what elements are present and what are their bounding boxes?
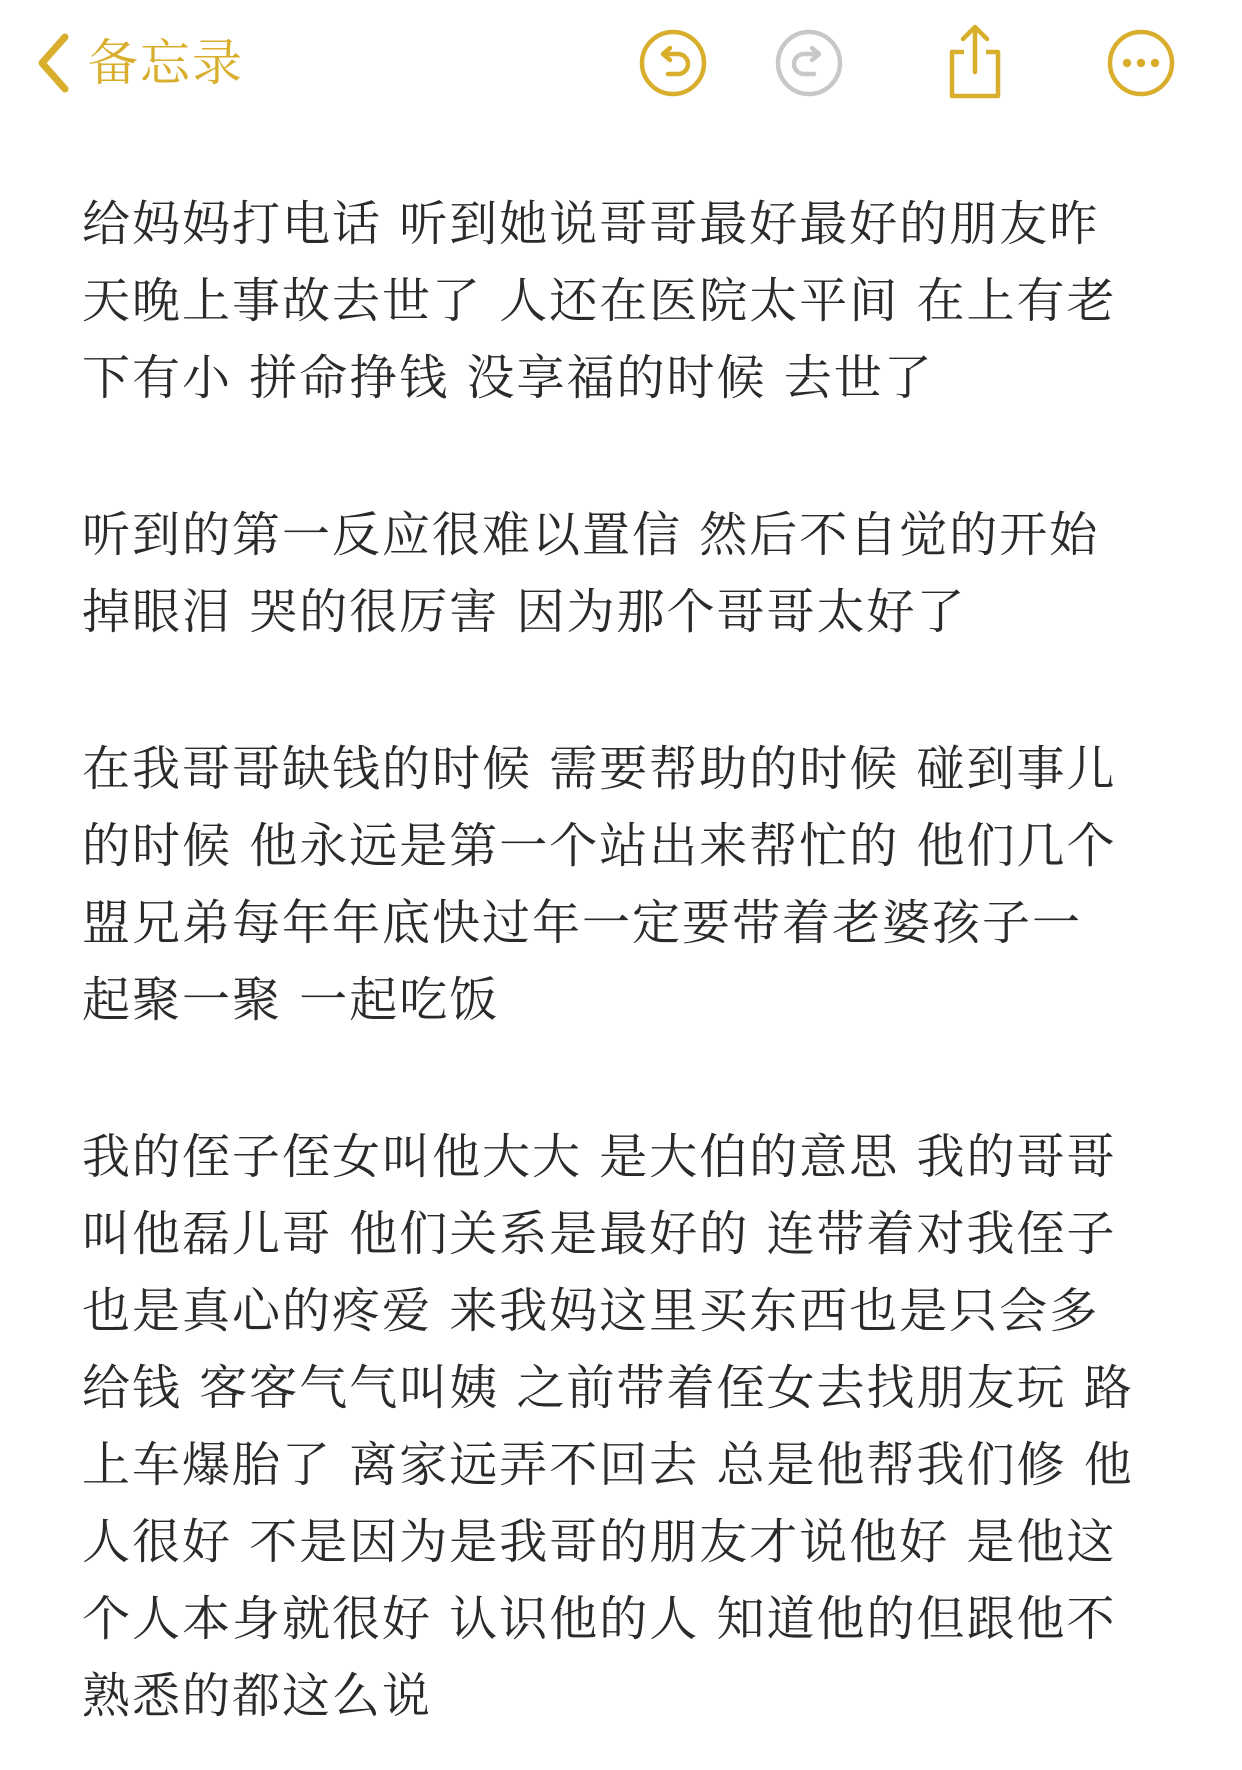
redo-icon	[774, 28, 844, 98]
note-paragraph: 给妈妈打电话 听到她说哥哥最好最好的朋友昨 天晚上事故去世了 人还在医院太平间 在上有老 下有小 拼命挣钱 没享福的时候 去世了	[82, 196, 1117, 406]
note-body[interactable]	[82, 186, 1172, 1735]
note-paragraph: 听到的第一反应很难以置信 然后不自觉的开始 掉眼泪 哭的很厉害 因为那个哥哥太好了	[82, 507, 1100, 640]
note-paragraph: 我的侄子侄女叫他大大 是大伯的意思 我的哥哥 叫他磊儿哥 他们关系是最好的 连带着对我侄子 也是真心的疼爱 来我妈这里买东西也是只会多 给钱 客客气气叫姨 之前带着侄女去找朋友玩 路 上车爆胎了 离家远弄不回去 总是他帮我们修 他 人很好 不是因为是我哥的朋友才说他好 是他这 个人本身就很好 认识他的人 知道他的但跟他不 熟悉的都这么说	[82, 1129, 1134, 1724]
more-button[interactable]	[1106, 28, 1176, 98]
note-paragraph: 在我哥哥缺钱的时候 需要帮助的时候 碰到事儿 的时候 他永远是第一个站出来帮忙的 他们几个 盟兄弟每年年底快过年一定要带着老婆孩子一 起聚一聚 一起吃饭	[82, 741, 1117, 1028]
undo-icon	[638, 28, 708, 98]
chevron-left-icon	[36, 32, 70, 94]
back-label: 备忘录	[88, 34, 244, 92]
undo-button[interactable]	[638, 28, 708, 98]
back-button[interactable]	[36, 28, 244, 98]
share-icon	[940, 22, 1010, 102]
more-icon	[1106, 28, 1176, 98]
share-button[interactable]	[940, 22, 1010, 102]
redo-button[interactable]	[774, 28, 844, 98]
navigation-bar	[0, 0, 1242, 130]
